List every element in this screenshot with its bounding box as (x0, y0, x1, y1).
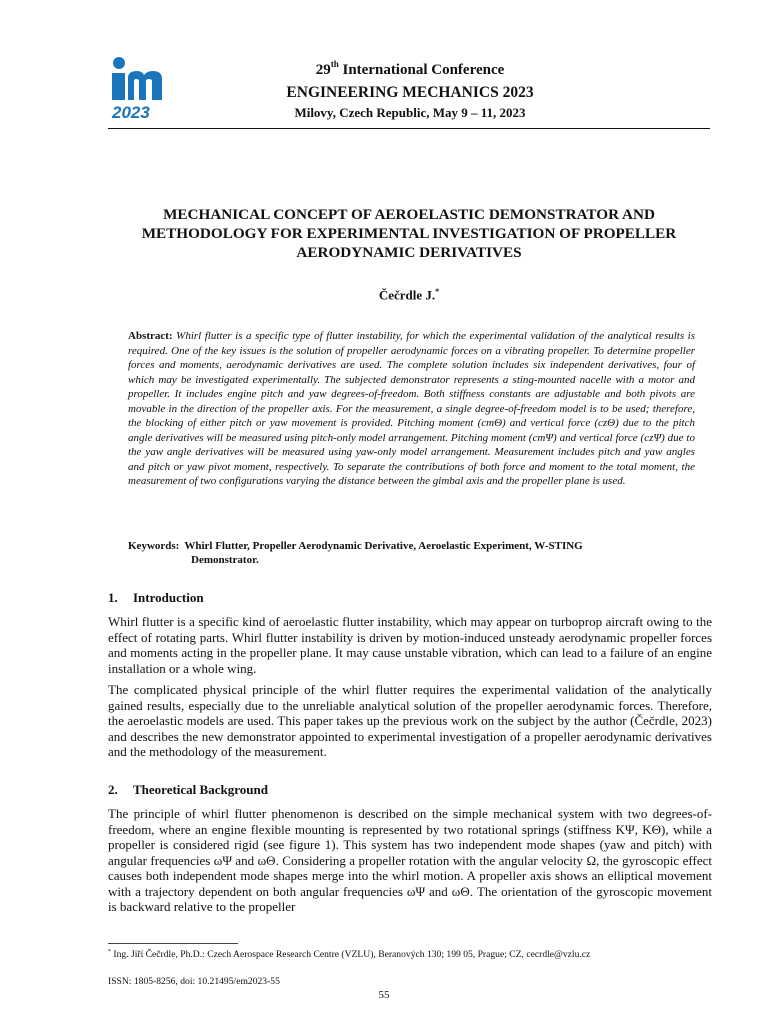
page-number: 55 (378, 989, 390, 1001)
conference-ordinal (200, 60, 620, 79)
author-footnote (108, 949, 590, 960)
keywords-line-1: Whirl Flutter, Propeller Aerodynamic Derivative, Aeroelastic Experiment, W-STING (184, 540, 583, 552)
paragraph: Whirl flutter is a specific kind of aeroelastic flutter instability, which may appear on turboprop aircraft owing to the effect of rotating parts. Whirl flutter instability is driven by motion-induced unsteady aerodynamic propeller forces and moments acting in the propeller plane. It may cause unstable vibration, which can lead to a failure of an engine installation or a whole wing. (108, 614, 712, 676)
keywords-line-2: Demonstrator. (191, 554, 259, 566)
section-heading-theoretical-background (108, 782, 268, 798)
conference-name: ENGINEERING MECHANICS 2023 (286, 84, 534, 101)
issn-doi: ISSN: 1805-8256, doi: 10.21495/em2023-55 (108, 976, 280, 987)
paragraph: The principle of whirl flutter phenomenon is described on the simple mechanical system with two degrees-of-freedom, where an engine flexible mounting is represented by two rotational springs (stiffness KΨ, KΘ), while a propeller is considered rigid (see figure 1). This system has two independent mode shapes (yaw and pitch) with angular frequencies ωΨ and ωΘ. Considering a propeller rotation with the angular velocity Ω, the gyroscopic effect causes both independent mode shapes merge into the whirl motion. A propeller axis shows an elliptical movement with a trajectory dependent on both angular frequencies ωΨ and ωΘ. The orientation of the gyroscopic movement is backward relative to the propeller (108, 806, 712, 914)
keywords-label: Keywords: (128, 540, 180, 552)
section-heading-introduction (108, 590, 204, 606)
section-number: 1. (108, 590, 118, 605)
footnote-mark: * (108, 949, 111, 955)
logo-year: 2023 (112, 103, 150, 120)
paper-author (108, 287, 710, 303)
section-title: Introduction (133, 590, 204, 605)
header-rule (108, 128, 710, 129)
ordinal-suffix: th (330, 59, 339, 69)
paragraph: The complicated physical principle of the whirl flutter requires the experimental validation of the analytically gained results, especially due to the unreliable analytical solution of the propeller aerodynamic forces. Therefore, the aeroelastic models are used. This paper takes up the previous work on the subject by the author (Čečrdle, 2023) and describes the new demonstrator appointed to experimental investigation of a propeller aerodynamic derivatives and the methodology of the measurement. (108, 682, 712, 759)
footnote-text: Ing. Jiří Čečrdle, Ph.D.: Czech Aerospace Research Centre (VZLU), Beranových 130; 199 05, Prague; CZ, cecrdle@vzlu.cz (111, 949, 591, 961)
conference-logo (108, 54, 166, 120)
paper-title: MECHANICAL CONCEPT OF AEROELASTIC DEMONSTRATOR AND METHODOLOGY FOR EXPERIMENTAL INVESTIGATION OF PROPELLER AERODYNAMIC DERIVATIVES (141, 206, 677, 261)
author-footnote-mark: * (435, 287, 440, 296)
abstract (128, 329, 695, 489)
abstract-text: Whirl flutter is a specific type of flutter instability, for which the experimental validation of the analytical results is required. One of the key issues is the solution of propeller aerodynamic forces on a vibrating propeller. To determine propeller forces and moments, aerodynamic derivatives are used. The complete solution includes six independent derivatives, four of which may be investigated experimentally. The subjected demonstrator represents a sting-mounted nacelle with a motor and propeller. It includes engine pitch and yaw degrees-of-freedom. Both stiffness constants are adjustable and both pivots are movable in the direction of the propeller axis. For the measurement, a single degree-of-freedom model is to be used; therefore, the blocking of either pitch or yaw movement is provided. Pitching moment (cmΘ) and vertical force (czΘ) due to the pitch angle derivatives will be measured using pitch-only model arrangement. Pitching moment (cmΨ) and vertical force (czΨ) due to the yaw angle derivatives will be measured using yaw-only model arrangement. Measurement includes pitch and yaw angles and pitch or yaw pivot moment, respectively. To separate the contributions of both force and moment to the total moment, the measurement of two configurations varying the distance between the gimbal axis and the propeller plane is used. (128, 330, 695, 487)
conference-place-date: Milovy, Czech Republic, May 9 – 11, 2023 (294, 105, 526, 120)
author-name: Čečrdle J. (378, 287, 436, 303)
keywords (128, 539, 695, 567)
footnote-rule (108, 943, 238, 944)
ordinal-rest: International Conference (338, 62, 505, 78)
abstract-label: Abstract: (128, 330, 173, 342)
ordinal-number: 29 (315, 62, 331, 78)
section-title: Theoretical Background (133, 782, 268, 797)
section-number: 2. (108, 782, 118, 797)
